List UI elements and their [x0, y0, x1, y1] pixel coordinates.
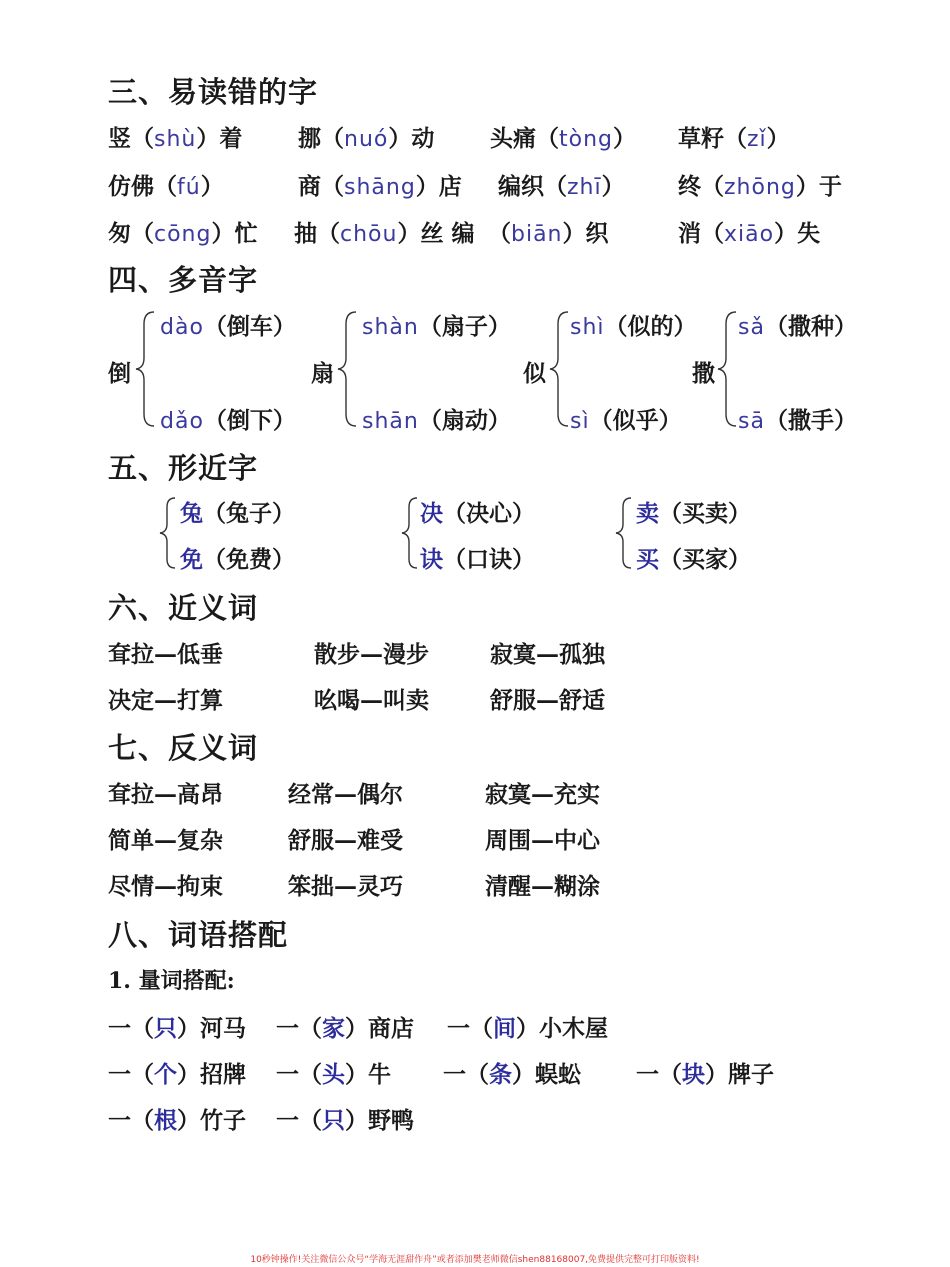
measure-word-item: 一（只）野鸭	[276, 1107, 414, 1134]
measure-word-item: 一（条）蜈蚣	[443, 1061, 581, 1088]
polyphone-char: 扇	[311, 360, 334, 387]
misread-item: 消（xiāo）失	[678, 220, 821, 247]
antonym-pair: 耷拉—高昂	[108, 781, 223, 808]
synonym-pair: 耷拉—低垂	[108, 641, 223, 668]
antonym-pair: 寂寞—充实	[485, 781, 600, 808]
polyphone-reading: shàn（扇子）	[362, 313, 511, 340]
brace-icon	[158, 496, 178, 570]
polyphone-reading: sā（撒手）	[738, 407, 857, 434]
section-3-title: 三、易读错的字	[108, 75, 319, 109]
brace-icon	[716, 310, 740, 428]
measure-word-item: 一（头）牛	[276, 1061, 391, 1088]
misread-item: （biān）织	[488, 220, 609, 247]
brace-icon	[548, 310, 572, 428]
measure-word-item: 一（根）竹子	[108, 1107, 246, 1134]
misread-item: 仿佛（fú）	[108, 173, 224, 200]
measure-word-item: 一（个）招牌	[108, 1061, 246, 1088]
polyphone-char: 似	[523, 360, 546, 387]
antonym-pair: 舒服—难受	[288, 827, 403, 854]
measure-word-item: 一（块）牌子	[636, 1061, 774, 1088]
section-8-title: 八、词语搭配	[108, 918, 289, 952]
brace-icon	[614, 496, 634, 570]
similar-char-item: 买（买家）	[636, 546, 751, 573]
similar-char-item: 卖（买卖）	[636, 500, 751, 527]
brace-icon	[134, 310, 158, 428]
similar-char-item: 兔（兔子）	[180, 500, 295, 527]
similar-char-item: 决（决心）	[420, 500, 535, 527]
polyphone-char: 撒	[692, 360, 715, 387]
polyphone-reading: dǎo（倒下）	[160, 407, 296, 434]
misread-item: 编织（zhī）	[498, 173, 625, 200]
misread-item: 终（zhōng）于	[678, 173, 842, 200]
section-7-title: 七、反义词	[108, 731, 259, 765]
measure-word-item: 一（间）小木屋	[447, 1015, 608, 1042]
antonym-pair: 简单—复杂	[108, 827, 223, 854]
synonym-pair: 寂寞—孤独	[490, 641, 605, 668]
brace-icon	[400, 496, 420, 570]
synonym-pair: 散步—漫步	[314, 641, 429, 668]
measure-word-item: 一（家）商店	[276, 1015, 414, 1042]
misread-item: 挪（nuó）动	[298, 125, 435, 152]
antonym-pair: 周围—中心	[485, 827, 600, 854]
misread-item: 商（shāng）店	[298, 173, 462, 200]
polyphone-reading: dào（倒车）	[160, 313, 296, 340]
synonym-pair: 吆喝—叫卖	[314, 687, 429, 714]
brace-icon	[336, 310, 360, 428]
section-4-title: 四、多音字	[108, 263, 259, 297]
synonym-pair: 舒服—舒适	[490, 687, 605, 714]
section-5-title: 五、形近字	[108, 451, 259, 485]
polyphone-reading: sǎ（撒种）	[738, 313, 857, 340]
subsection-title: 1. 量词搭配:	[108, 968, 235, 994]
footer-notice: 10秒钟操作!关注微信公众号“学海无涯甜作舟”或者添加樊老师微信shen88168007,免费提供完整可打印版资料!	[250, 1255, 700, 1265]
synonym-pair: 决定—打算	[108, 687, 223, 714]
misread-item: 抽（chōu）丝 编	[294, 220, 475, 247]
misread-item: 竖（shù）着	[108, 125, 243, 152]
misread-item: 头痛（tòng）	[490, 125, 636, 152]
antonym-pair: 清醒—糊涂	[485, 873, 600, 900]
section-6-title: 六、近义词	[108, 591, 259, 625]
polyphone-reading: shān（扇动）	[362, 407, 511, 434]
antonym-pair: 尽情—拘束	[108, 873, 223, 900]
misread-item: 匆（cōng）忙	[108, 220, 258, 247]
similar-char-item: 诀（口诀）	[420, 546, 535, 573]
polyphone-reading: shì（似的）	[570, 313, 697, 340]
polyphone-reading: sì（似乎）	[570, 407, 682, 434]
polyphone-char: 倒	[108, 360, 131, 387]
antonym-pair: 笨拙—灵巧	[288, 873, 403, 900]
similar-char-item: 免（免费）	[180, 546, 295, 573]
misread-item: 草籽（zǐ）	[678, 125, 790, 152]
antonym-pair: 经常—偶尔	[288, 781, 403, 808]
measure-word-item: 一（只）河马	[108, 1015, 246, 1042]
